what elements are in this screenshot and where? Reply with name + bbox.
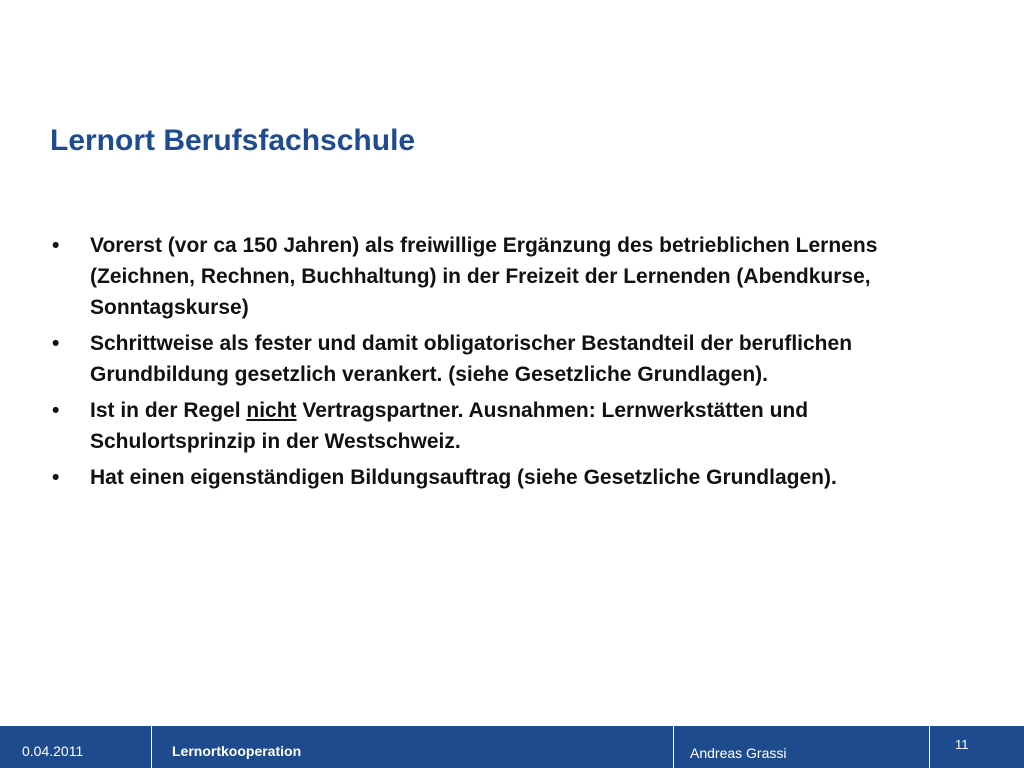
footer-topic: Lernortkooperation [172,743,302,759]
bullet-text-before: Ist in der Regel [90,399,247,422]
bullet-text-underlined: nicht [246,399,297,422]
bullet-text: Vorerst (vor ca 150 Jahren) als freiwillige Ergänzung des betrieblichen Lernens (Zeichnen, Rechnen, Buchhaltung) in der Freizeit der Lernenden (Abendkurse, Sonntagskurse) [90,234,878,319]
bullet-list [52,230,972,498]
footer-author: Andreas Grassi [690,745,787,761]
footer-bar [0,726,1024,768]
bullet-marker: • [52,466,60,489]
bullet-marker: • [52,332,60,355]
footer-divider [151,726,152,768]
slide-title: Lernort Berufsfachschule [50,124,416,157]
footer-date: 0.04.2011 [22,743,84,759]
bullet-item [52,395,972,457]
footer-divider [673,726,674,768]
bullet-text-after: Vertragspartner. Ausnahmen: Lernwerkstätten und Schulortsprinzip in der Westschweiz. [90,399,809,453]
bullet-text: Hat einen eigenständigen Bildungsauftrag (siehe Gesetzliche Grundlagen). [90,466,837,489]
page-number: 11 [955,736,969,752]
bullet-item [52,462,972,493]
footer-divider [929,726,930,768]
bullet-item [52,328,972,390]
bullet-text: Schrittweise als fester und damit obligatorischer Bestandteil der beruflichen Grundbildung gesetzlich verankert. (siehe Gesetzliche Grundlagen). [90,332,853,386]
bullet-marker: • [52,234,60,257]
bullet-marker: • [52,399,60,422]
bullet-text [90,399,808,453]
bullet-item [52,230,972,323]
